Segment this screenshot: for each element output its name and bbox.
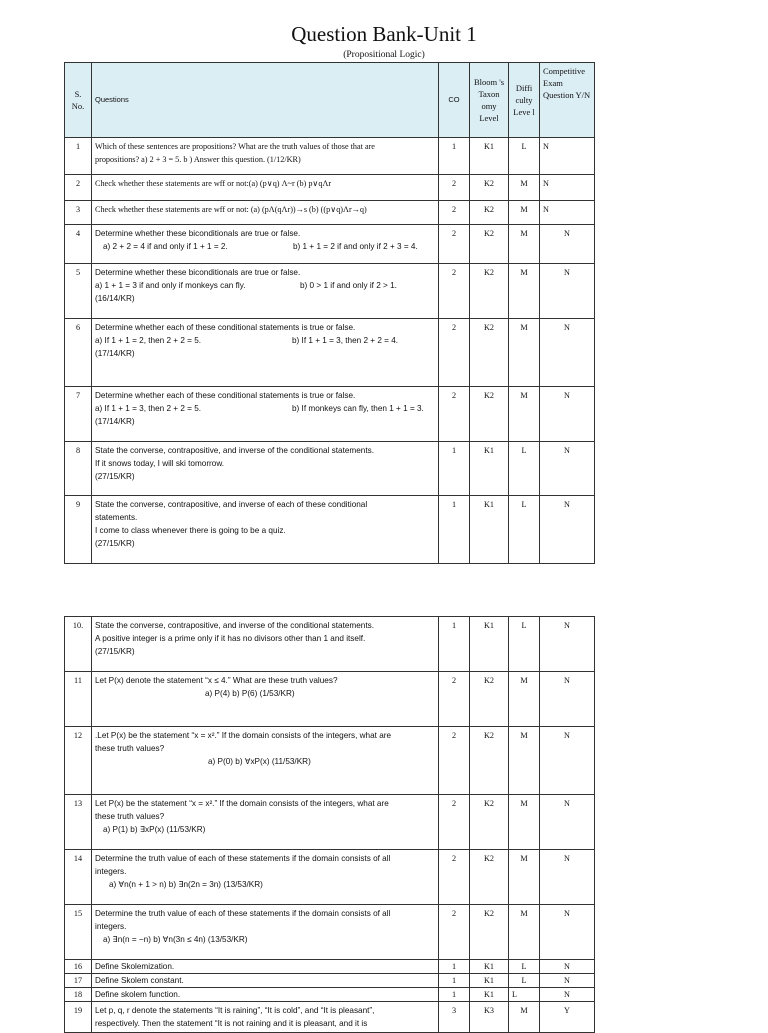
competitive-cell: N: [540, 850, 595, 905]
question-table-part2: [64, 616, 595, 1033]
table-header-row: [65, 63, 595, 138]
competitive-cell: Y: [540, 1002, 595, 1033]
row-number: 2: [65, 175, 92, 201]
difficulty-cell: M: [509, 795, 540, 850]
difficulty-cell: M: [509, 905, 540, 960]
question-text: Define Skolemization.: [92, 960, 439, 974]
co-cell: 2: [439, 727, 470, 795]
question-text: Check whether these statements are wff or not: (a) (pΛ(qΛr))→s (b) ((p∨q)Λr→q): [92, 201, 439, 225]
difficulty-cell: M: [509, 175, 540, 201]
difficulty-cell: M: [509, 387, 540, 442]
question-table-part1: [64, 62, 595, 564]
bloom-cell: K2: [470, 727, 509, 795]
col-header-co: CO: [439, 63, 470, 138]
difficulty-cell: L: [509, 974, 540, 988]
competitive-cell: N: [540, 201, 595, 225]
table-row: [65, 319, 595, 387]
competitive-cell: N: [540, 264, 595, 319]
bloom-cell: K2: [470, 795, 509, 850]
question-text: Define skolem function.: [92, 988, 439, 1002]
competitive-cell: N: [540, 496, 595, 564]
row-number: 18: [65, 988, 92, 1002]
row-number: 13: [65, 795, 92, 850]
page-title: Question Bank-Unit 1: [291, 22, 477, 46]
competitive-cell: N: [540, 795, 595, 850]
co-cell: 1: [439, 138, 470, 175]
co-cell: 2: [439, 905, 470, 960]
difficulty-cell: M: [509, 1002, 540, 1033]
bloom-cell: K2: [470, 850, 509, 905]
co-cell: 1: [439, 442, 470, 496]
competitive-cell: N: [540, 138, 595, 175]
difficulty-cell: M: [509, 672, 540, 727]
table-row: [65, 905, 595, 960]
competitive-cell: N: [540, 727, 595, 795]
table-row: [65, 988, 595, 1002]
question-text: State the converse, contrapositive, and inverse of the conditional statements. If it snows today, I will ski tomorrow. (27/15/KR): [92, 442, 439, 496]
question-text: State the converse, contrapositive, and inverse of each of these conditional statements. I come to class whenever there is going to be a quiz. (27/15/KR): [92, 496, 439, 564]
row-number: 7: [65, 387, 92, 442]
row-number: 15: [65, 905, 92, 960]
question-text: Determine the truth value of each of these statements if the domain consists of all integers. a) ∃n(n = −n) b) ∀n(3n ≤ 4n) (13/53/KR): [92, 905, 439, 960]
question-text: Determine whether these biconditionals are true or false. a) 2 + 2 = 4 if and only if 1 + 1 = 2. b) 1 + 1 = 2 if and only if 2 + 3 = 4.: [92, 225, 439, 264]
table-row: [65, 795, 595, 850]
row-number: 19: [65, 1002, 92, 1033]
co-cell: 3: [439, 1002, 470, 1033]
difficulty-cell: L: [509, 496, 540, 564]
table-row: [65, 175, 595, 201]
co-cell: 1: [439, 988, 470, 1002]
competitive-cell: N: [540, 175, 595, 201]
competitive-cell: N: [540, 960, 595, 974]
competitive-cell: N: [540, 672, 595, 727]
bloom-cell: K1: [470, 442, 509, 496]
bloom-cell: K1: [470, 974, 509, 988]
bloom-cell: K2: [470, 319, 509, 387]
competitive-cell: N: [540, 617, 595, 672]
bloom-cell: K2: [470, 264, 509, 319]
co-cell: 1: [439, 496, 470, 564]
question-text: Determine whether each of these conditional statements is true or false. a) If 1 + 1 = 2, then 2 + 2 = 5. b) If 1 + 1 = 3, then 2 + 2 = 4. (17/14/KR): [92, 319, 439, 387]
difficulty-cell: L: [509, 617, 540, 672]
question-text: Let P(x) be the statement “x = x².” If the domain consists of the integers, what are these truth values? a) P(1) b) ∃xP(x) (11/53/KR): [92, 795, 439, 850]
table-row: [65, 850, 595, 905]
bloom-cell: K2: [470, 672, 509, 727]
row-number: 6: [65, 319, 92, 387]
bloom-cell: K2: [470, 905, 509, 960]
table-row: [65, 1002, 595, 1033]
competitive-cell: N: [540, 988, 595, 1002]
question-text: Determine the truth value of each of these statements if the domain consists of all integers. a) ∀n(n + 1 > n) b) ∃n(2n = 3n) (13/53/KR): [92, 850, 439, 905]
bloom-cell: K1: [470, 960, 509, 974]
row-number: 9: [65, 496, 92, 564]
question-text: .Let P(x) be the statement “x = x².” If the domain consists of the integers, what are these truth values? a) P(0) b) ∀xP(x) (11/53/KR): [92, 727, 439, 795]
difficulty-cell: L: [509, 988, 540, 1002]
co-cell: 2: [439, 850, 470, 905]
difficulty-cell: M: [509, 319, 540, 387]
co-cell: 1: [439, 974, 470, 988]
bloom-cell: K3: [470, 1002, 509, 1033]
bloom-cell: K1: [470, 617, 509, 672]
col-header-sno: S. No.: [65, 63, 92, 138]
table-row: [65, 264, 595, 319]
question-text: Check whether these statements are wff or not:(a) (p∨q) Λ~r (b) p∨qΛr: [92, 175, 439, 201]
table-row: [65, 974, 595, 988]
row-number: 12: [65, 727, 92, 795]
question-text: Define Skolem constant.: [92, 974, 439, 988]
table-row: [65, 201, 595, 225]
table-row: [65, 672, 595, 727]
difficulty-cell: M: [509, 727, 540, 795]
difficulty-cell: L: [509, 138, 540, 175]
difficulty-cell: M: [509, 225, 540, 264]
competitive-cell: N: [540, 387, 595, 442]
bloom-cell: K2: [470, 225, 509, 264]
question-text: Which of these sentences are propositions? What are the truth values of those that are propositions? a) 2 + 3 = 5. b ) Answer this question. (1/12/KR): [92, 138, 439, 175]
col-header-bloom: Bloom 's Taxon omy Level: [470, 63, 509, 138]
bloom-cell: K2: [470, 175, 509, 201]
row-number: 11: [65, 672, 92, 727]
co-cell: 1: [439, 960, 470, 974]
col-header-difficulty: Diffi culty Leve l: [509, 63, 540, 138]
row-number: 16: [65, 960, 92, 974]
difficulty-cell: L: [509, 442, 540, 496]
difficulty-cell: M: [509, 264, 540, 319]
table-row: [65, 617, 595, 672]
col-header-competitive: Competitive Exam Question Y/N: [540, 63, 595, 138]
row-number: 10.: [65, 617, 92, 672]
co-cell: 2: [439, 319, 470, 387]
bloom-cell: K1: [470, 496, 509, 564]
bloom-cell: K2: [470, 387, 509, 442]
co-cell: 1: [439, 617, 470, 672]
competitive-cell: N: [540, 442, 595, 496]
table-row: [65, 727, 595, 795]
bloom-cell: K1: [470, 138, 509, 175]
co-cell: 2: [439, 175, 470, 201]
bloom-cell: K1: [470, 988, 509, 1002]
table-row: [65, 496, 595, 564]
difficulty-cell: L: [509, 960, 540, 974]
table-row: [65, 442, 595, 496]
co-cell: 2: [439, 795, 470, 850]
question-text: Let P(x) denote the statement “x ≤ 4.” What are these truth values? a) P(4) b) P(6) (1/53/KR): [92, 672, 439, 727]
table-row: [65, 960, 595, 974]
row-number: 14: [65, 850, 92, 905]
co-cell: 2: [439, 387, 470, 442]
competitive-cell: N: [540, 225, 595, 264]
page-subtitle: (Propositional Logic): [343, 50, 425, 60]
difficulty-cell: M: [509, 201, 540, 225]
row-number: 4: [65, 225, 92, 264]
question-text: Determine whether each of these conditional statements is true or false. a) If 1 + 1 = 3, then 2 + 2 = 5. b) If monkeys can fly, then 1 + 1 = 3. (17/14/KR): [92, 387, 439, 442]
co-cell: 2: [439, 264, 470, 319]
table-row: [65, 387, 595, 442]
col-header-questions: Questions: [92, 63, 439, 138]
competitive-cell: N: [540, 974, 595, 988]
table-row: [65, 138, 595, 175]
row-number: 3: [65, 201, 92, 225]
row-number: 5: [65, 264, 92, 319]
table-row: [65, 225, 595, 264]
row-number: 17: [65, 974, 92, 988]
competitive-cell: N: [540, 319, 595, 387]
question-text: Determine whether these biconditionals are true or false. a) 1 + 1 = 3 if and only if monkeys can fly. b) 0 > 1 if and only if 2 > 1. (16/14/KR): [92, 264, 439, 319]
competitive-cell: N: [540, 905, 595, 960]
question-text: State the converse, contrapositive, and inverse of the conditional statements. A positive integer is a prime only if it has no divisors other than 1 and itself. (27/15/KR): [92, 617, 439, 672]
row-number: 1: [65, 138, 92, 175]
question-text: Let p, q, r denote the statements “It is raining”, “It is cold”, and “It is pleasant”, respectively. Then the statement “It is not raining and it is pleasant, and it is: [92, 1002, 439, 1033]
row-number: 8: [65, 442, 92, 496]
co-cell: 2: [439, 201, 470, 225]
co-cell: 2: [439, 225, 470, 264]
difficulty-cell: M: [509, 850, 540, 905]
co-cell: 2: [439, 672, 470, 727]
bloom-cell: K2: [470, 201, 509, 225]
